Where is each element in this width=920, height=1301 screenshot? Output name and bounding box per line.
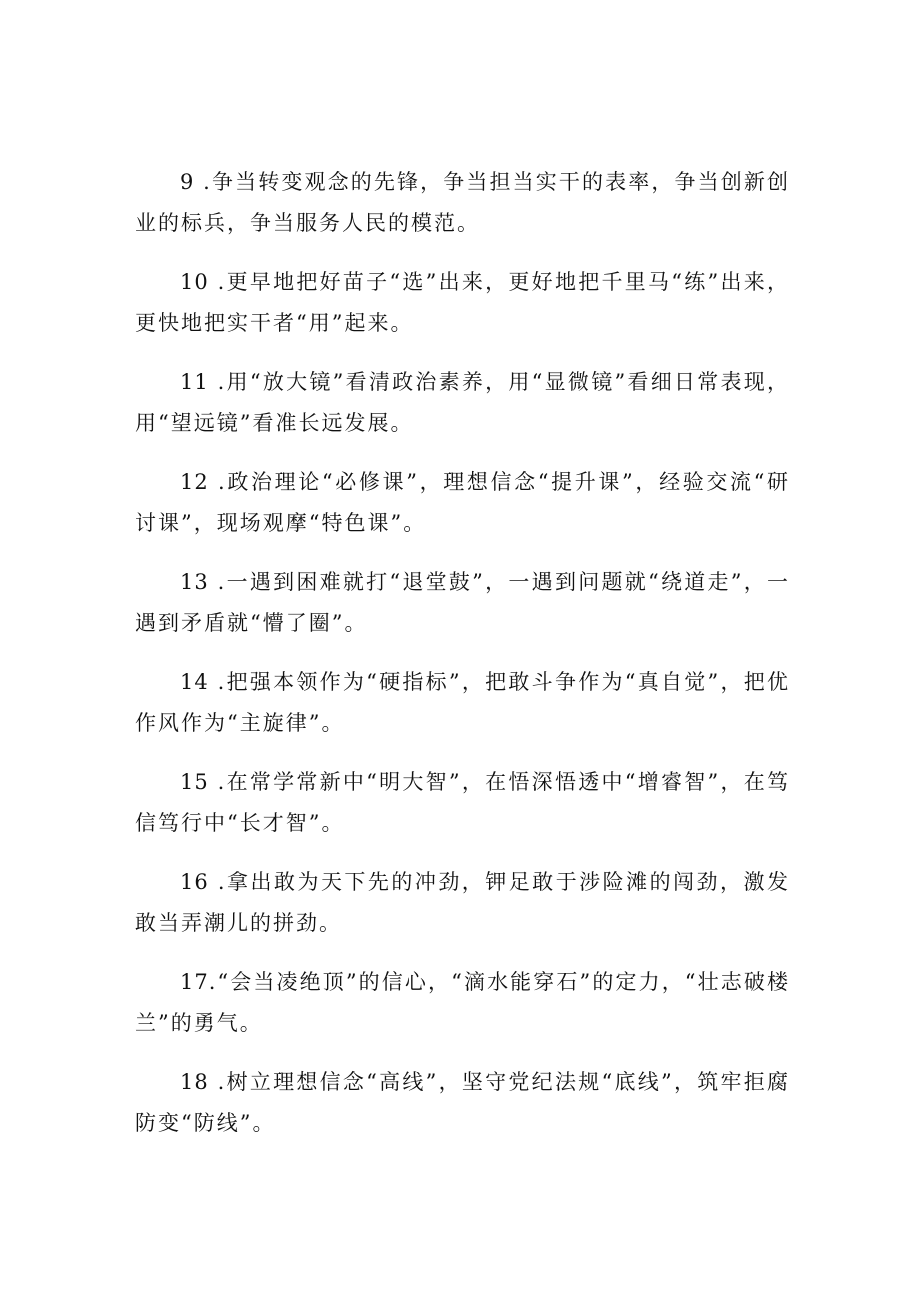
item-text: .争当转变观念的先锋，争当担当实干的表率，争当创新创业的标兵，争当服务人民的模范。: [135, 170, 790, 235]
item-number: 9: [180, 170, 195, 194]
item-text: .拿出敢为天下先的冲劲，钾足敢于涉险滩的闯劲，激发敢当弄潮儿的拼劲。: [135, 870, 790, 935]
list-item: [135, 162, 790, 244]
item-text: .把强本领作为“硬指标”，把敢斗争作为“真自觉”，把优作风作为“主旋律”。: [135, 670, 790, 735]
item-text: .更早地把好苗子“选”出来，更好地把千里马“练”出来，更快地把实干者“用”起来。: [135, 270, 790, 335]
item-text: .政治理论“必修课”，理想信念“提升课”，经验交流“研讨课”，现场观摩“特色课”。: [135, 470, 790, 535]
list-item: [135, 462, 790, 544]
item-text: .树立理想信念“高线”，坚守党纪法规“底线”，筑牢拒腐防变“防线”。: [135, 1070, 790, 1135]
item-number: 13: [180, 570, 209, 594]
item-number: 16: [180, 870, 209, 894]
document-body: [135, 162, 790, 1162]
list-item: [135, 762, 790, 844]
list-item: [135, 962, 790, 1044]
list-item: [135, 662, 790, 744]
item-text: .用“放大镜”看清政治素养，用“显微镜”看细日常表现，用“望远镜”看准长远发展。: [135, 370, 790, 435]
item-number: 18: [180, 1070, 209, 1094]
item-number: 10: [180, 270, 209, 294]
item-number: 12: [180, 470, 209, 494]
list-item: [135, 562, 790, 644]
item-number: 17: [180, 970, 209, 994]
item-text: .一遇到困难就打“退堂鼓”，一遇到问题就“绕道走”，一遇到矛盾就“懵了圈”。: [135, 570, 790, 635]
list-item: [135, 362, 790, 444]
item-text: .“会当凌绝顶”的信心，“滴水能穿石”的定力，“壮志破楼兰”的勇气。: [135, 970, 790, 1035]
item-number: 11: [180, 370, 209, 394]
list-item: [135, 862, 790, 944]
item-number: 14: [180, 670, 209, 694]
list-item: [135, 1062, 790, 1144]
list-item: [135, 262, 790, 344]
item-number: 15: [180, 770, 209, 794]
item-text: .在常学常新中“明大智”，在悟深悟透中“增睿智”，在笃信笃行中“长才智”。: [135, 770, 790, 835]
